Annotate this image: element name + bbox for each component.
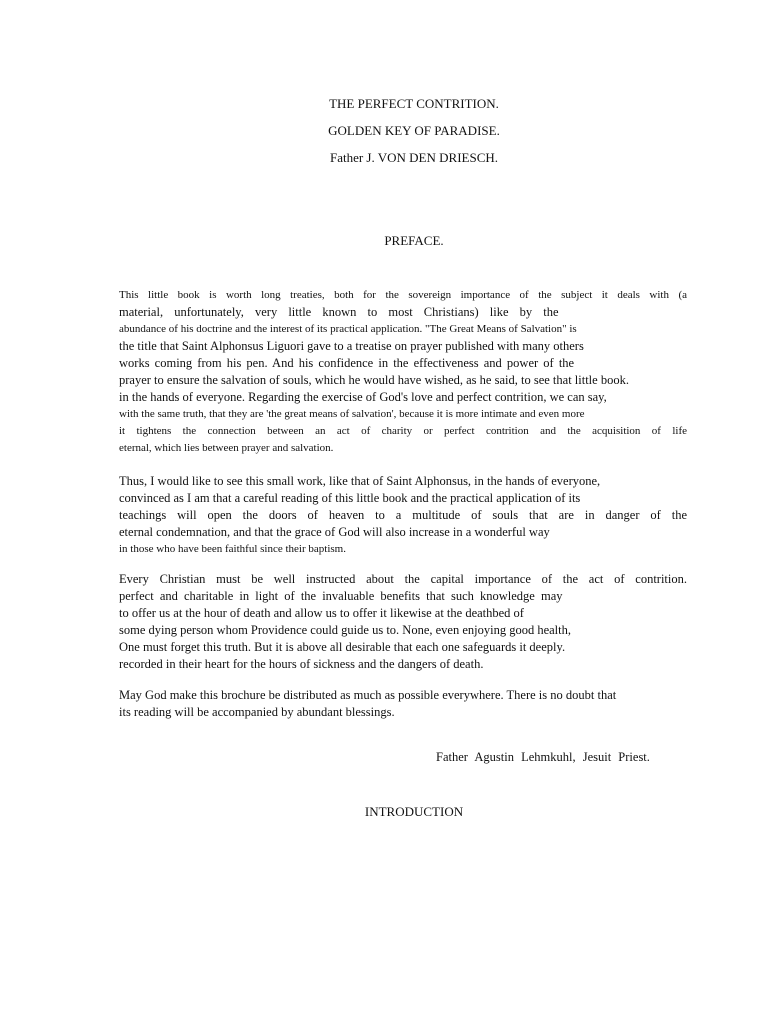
- text-line: Every Christian must be well instructed about the capital importance of the act of contrition.: [119, 572, 687, 586]
- document-title: THE PERFECT CONTRITION.: [329, 96, 499, 111]
- preface-paragraph-2: [119, 473, 687, 558]
- text-line: perfect and charitable in light of the invaluable benefits that such knowledge may: [119, 589, 563, 603]
- text-line: eternal condemnation, and that the grace of God will also increase in a wonderful way: [119, 525, 550, 539]
- text-line: with the same truth, that they are 'the great means of salvation', because it is more intimate and even more: [119, 408, 585, 420]
- text-line: works coming from his pen. And his confidence in the effectiveness and power of the: [119, 356, 575, 370]
- text-line: the title that Saint Alphonsus Liguori gave to a treatise on prayer published with many others: [119, 339, 584, 353]
- text-line: to offer us at the hour of death and allow us to offer it likewise at the deathbed of: [119, 606, 524, 620]
- text-line: in those who have been faithful since their baptism.: [119, 543, 346, 555]
- text-line: One must forget this truth. But it is above all desirable that each one safeguards it deeply.: [119, 640, 566, 654]
- text-line: Thus, I would like to see this small work, like that of Saint Alphonsus, in the hands of everyone,: [119, 474, 601, 488]
- text-line: its reading will be accompanied by abundant blessings.: [119, 705, 395, 719]
- text-line: recorded in their heart for the hours of sickness and the dangers of death.: [119, 657, 484, 671]
- preface-signature: Father Agustin Lehmkuhl, Jesuit Priest.: [436, 750, 650, 764]
- text-line: some dying person whom Providence could guide us to. None, even enjoying good health,: [119, 623, 572, 637]
- preface-heading: PREFACE.: [384, 233, 444, 248]
- text-line: it tightens the connection between an act of charity or perfect contrition and the acquisition of life: [119, 425, 687, 437]
- text-line: teachings will open the doors of heaven to a multitude of souls that are in danger of the: [119, 508, 687, 522]
- preface-paragraph-3: [119, 571, 687, 673]
- text-line: convinced as I am that a careful reading of this little book and the practical application of its: [119, 491, 581, 505]
- text-line: in the hands of everyone. Regarding the exercise of God's love and perfect contrition, we can say,: [119, 390, 607, 404]
- preface-paragraph-4: [119, 687, 687, 721]
- text-line: May God make this brochure be distributed as much as possible everywhere. There is no doubt that: [119, 688, 617, 702]
- text-line: eternal, which lies between prayer and salvation.: [119, 442, 334, 454]
- preface-paragraph-1: [119, 287, 687, 457]
- document-subtitle: GOLDEN KEY OF PARADISE.: [328, 123, 500, 138]
- text-line: abundance of his doctrine and the interest of its practical application. "The Great Means of Salvation" is: [119, 323, 577, 335]
- introduction-heading: INTRODUCTION: [364, 804, 464, 819]
- text-line: This little book is worth long treaties, both for the sovereign importance of the subject it deals with (a: [119, 289, 687, 301]
- document-author: Father J. VON DEN DRIESCH.: [329, 150, 499, 165]
- text-line: prayer to ensure the salvation of souls, which he would have wished, as he said, to see that little book.: [119, 373, 629, 387]
- text-line: material, unfortunately, very little known to most Christians) like by the: [119, 305, 559, 319]
